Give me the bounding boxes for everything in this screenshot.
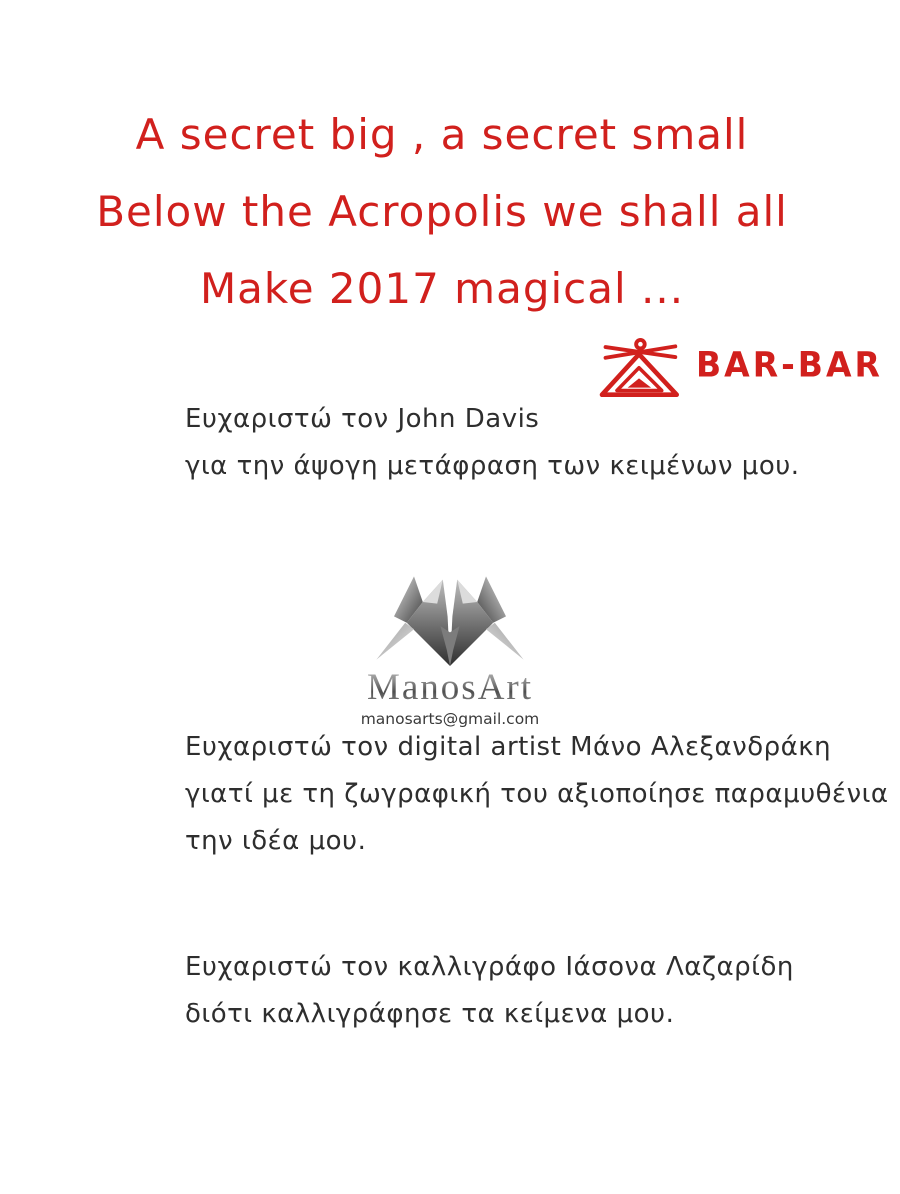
acknowledgement-line: για την άψογη μετάφραση των κειμένων μου. <box>185 451 800 481</box>
publisher-logo <box>596 335 883 399</box>
manosart-m-wings-icon <box>350 570 550 670</box>
acknowledgement-line: Ευχαριστώ τον John Davis <box>185 404 540 434</box>
acknowledgement-line: γιατί με τη ζωγραφική του αξιοποίησε παραμυθένια <box>185 779 889 809</box>
acknowledgement-line: Ευχαριστώ τον digital artist Μάνο Αλεξανδράκη <box>185 732 832 762</box>
acknowledgement-line: την ιδέα μου. <box>185 826 367 856</box>
spinning-top-triangle-icon <box>596 335 682 399</box>
acknowledgement-line: διότι καλλιγράφησε τα κείμενα μου. <box>185 999 675 1029</box>
artist-logo-block <box>290 570 610 728</box>
verse-line: Make 2017 magical ... <box>199 264 685 313</box>
acknowledgement-translator <box>185 396 800 490</box>
artist-email: manosarts@gmail.com <box>360 710 540 728</box>
acknowledgement-digital-artist <box>185 724 889 865</box>
acknowledgement-calligrapher <box>185 944 794 1038</box>
publisher-name: BAR-BAR <box>696 343 883 385</box>
verse-line: A secret big , a secret small <box>135 110 749 159</box>
artist-name: ManosArt <box>366 667 534 708</box>
acknowledgement-line: Ευχαριστώ τον καλλιγράφο Ιάσονα Λαζαρίδη <box>185 952 794 982</box>
verse-line: Below the Acropolis we shall all <box>96 187 788 236</box>
dedication-verse <box>0 96 884 327</box>
